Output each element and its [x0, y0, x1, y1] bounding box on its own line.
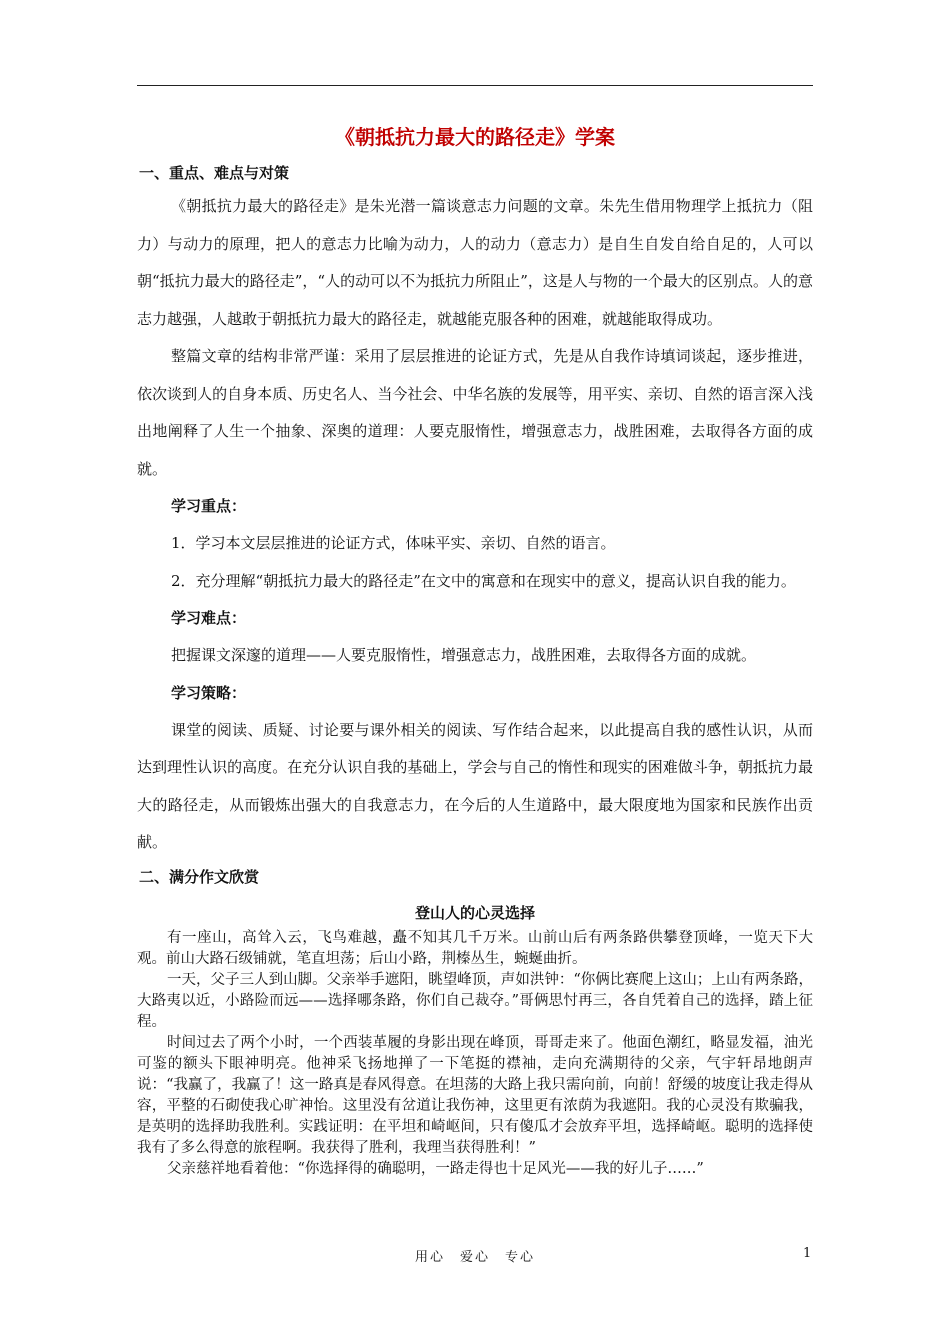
- intro-paragraph-2: 整篇文章的结构非常严谨：采用了层层推进的论证方式，先是从自我作诗填词谈起，逐步推进，依次谈到人的自身本质、历史名人、当今社会、中华名族的发展等，用平实、亲切、自然的语言深入浅出地阐释了人生一个抽象、深奥的道理：人要克服惰性，增强意志力，战胜困难，去取得各方面的成就。: [137, 347, 813, 478]
- strategy-label: 学习策略：: [171, 683, 247, 702]
- difficulty-label: 学习难点：: [171, 609, 247, 627]
- difficulty-point: 把握课文深邃的道理——人要克服惰性，增强意志力，战胜困难，去取得各方面的成就。: [171, 646, 757, 664]
- essay-paragraph: 父亲慈祥地看着他：“你选择得的确聪明，一路走得也十足风光——我的好儿子……”: [167, 1160, 704, 1177]
- essay-paragraph: 有一座山，高耸入云，飞鸟难越，矗不知其几千万米。山前山后有两条路供攀登顶峰，一览天下大观。前山大路石级铺就，笔直坦荡；后山小路，荆榛丛生，蜿蜒曲折。: [137, 929, 813, 967]
- essay-paragraph: 一天，父子三人到山脚。父亲举手遮阳，眺望峰顶，声如洪钟：“你俩比赛爬上这山；上山有两条路，大路夷以近，小路险而远——选择哪条路，你们自己裁夺。”哥俩思忖再三，各自凭着自己的选择，踏上征程。: [137, 971, 813, 1030]
- document-body: [137, 122, 813, 1180]
- key-points-label: 学习重点：: [171, 497, 247, 515]
- document-title: 《朝抵抗力最大的路径走》学案: [335, 125, 615, 149]
- key-point-1: 1．学习本文层层推进的论证方式，体味平实、亲切、自然的语言。: [171, 534, 616, 552]
- section-heading-2: 二、满分作文欣赏: [139, 867, 260, 886]
- essay-title: 登山人的心灵选择: [414, 903, 535, 922]
- strategy-paragraph: 课堂的阅读、质疑、讨论要与课外相关的阅读、写作结合起来，以此提高自我的感性认识，从而达到理性认识的高度。在充分认识自我的基础上，学会与自己的惰性和现实的困难做斗争，朝抵抗力最大的路径走，从而锻炼出强大的自我意志力，在今后的人生道路中，最大限度地为国家和民族作出贡献。: [137, 720, 813, 851]
- header-rule: [137, 85, 813, 86]
- section-heading-1: 一、重点、难点与对策: [139, 164, 290, 182]
- key-point-2: 2．充分理解“朝抵抗力最大的路径走”在文中的寓意和在现实中的意义，提高认识自我的能力。: [171, 571, 796, 590]
- intro-paragraph-1: 《朝抵抗力最大的路径走》是朱光潜一篇谈意志力问题的文章。朱先生借用物理学上抵抗力（阻力）与动力的原理，把人的意志力比喻为动力，人的动力（意志力）是自生自发自给自足的，人可以朝“抵抗力最大的路径走”，“人的动可以不为抵抗力所阻止”，这是人与物的一个最大的区别点。人的意志力越强，人越敢于朝抵抗力最大的路径走，就越能克服各种的困难，就越能取得成功。: [137, 197, 813, 328]
- footer-motto: 用心 爱心 专心: [414, 1250, 535, 1265]
- page-number: 1: [803, 1246, 812, 1261]
- essay-paragraph: 时间过去了两个小时，一个西装革履的身影出现在峰顶，哥哥走来了。他面色潮红，略显发福，油光可鉴的额头下眼神明亮。他神采飞扬地掸了一下笔挺的襟袖，走向充满期待的父亲，气宇轩昂地朗声说：“我赢了，我赢了！这一路真是春风得意。在坦荡的大路上我只需向前，向前！舒缓的坡度让我走得从容，平整的石砌使我心旷神怡。这里没有岔道让我伤神，这里更有浓荫为我遮阳。我的心灵没有欺骗我，是英明的选择助我胜利。实践证明：在平坦和崎岖间，只有傻瓜才会放弃平坦，选择崎岖。聪明的选择使我有了多么得意的旅程啊。我获得了胜利，我理当获得胜利！”: [137, 1034, 813, 1156]
